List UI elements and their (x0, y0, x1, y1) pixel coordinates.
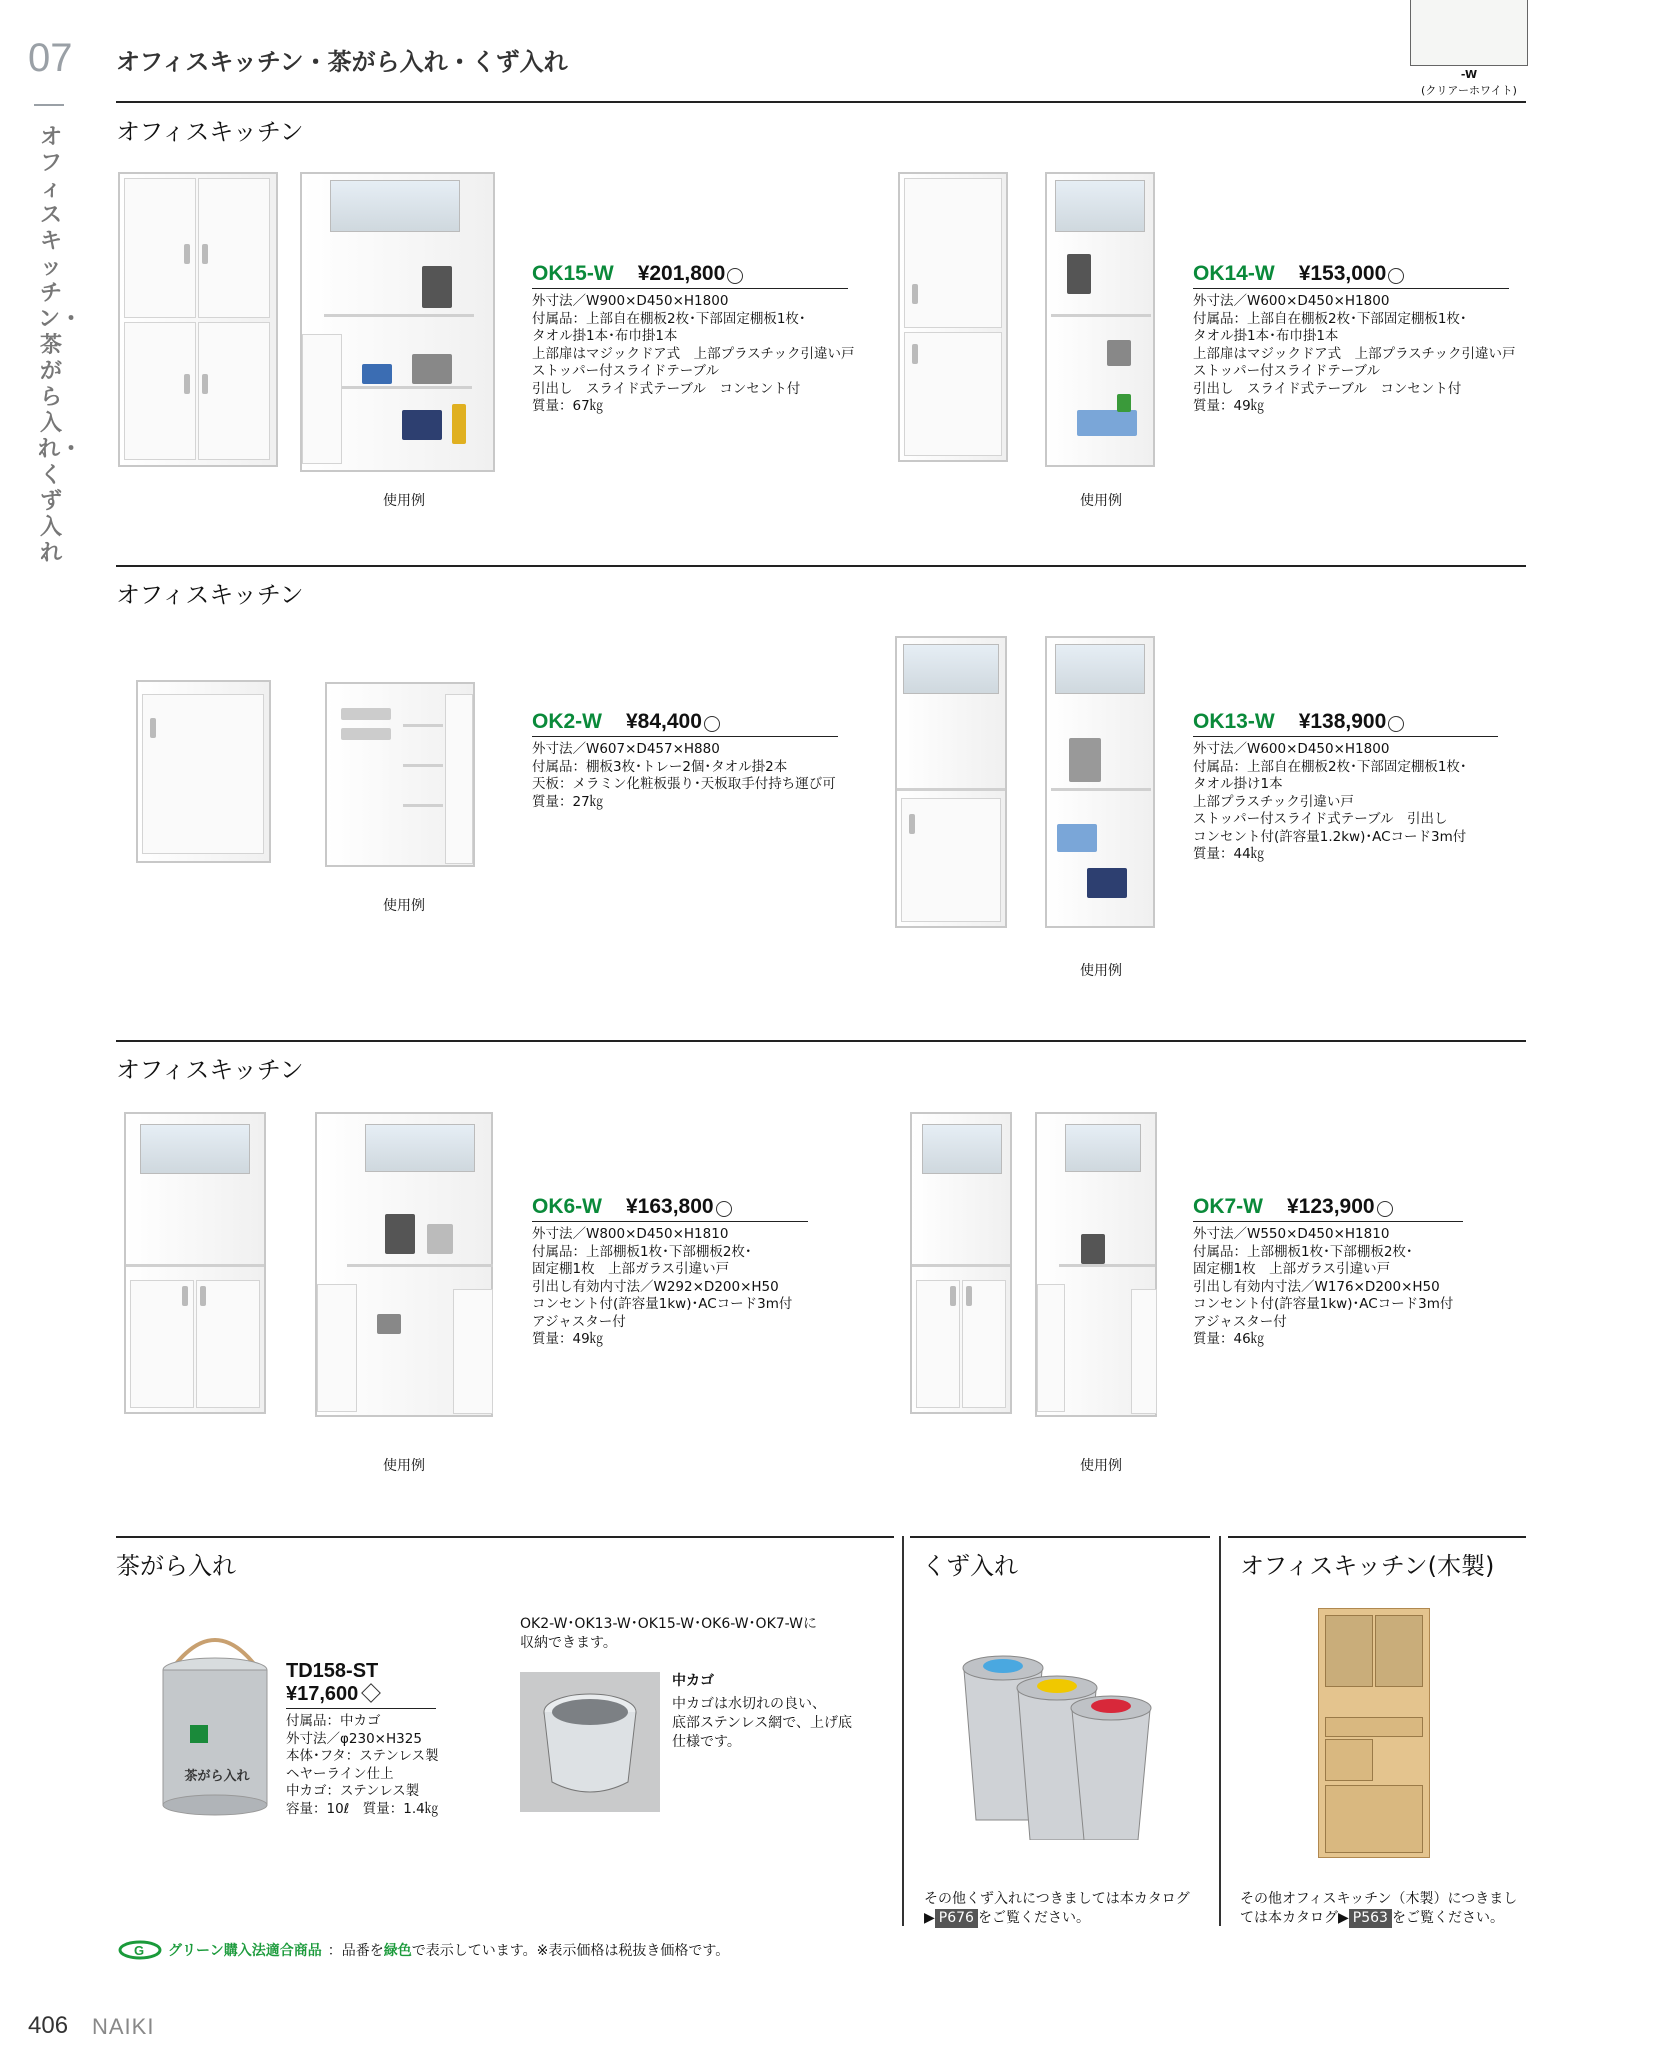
ok7-open-image (1035, 1112, 1157, 1417)
spec-line: 外寸法／W550×D450×H1810 (1193, 1226, 1390, 1242)
color-swatch (1410, 0, 1528, 66)
ok6-code: OK6-W (532, 1195, 602, 1218)
section-title: 茶がら入れ (116, 1552, 236, 1580)
spec-line: 引出し スライド式テーブル コンセント付 (532, 380, 801, 397)
swatch-code: -W (1460, 68, 1478, 81)
ok7-code: OK7-W (1193, 1195, 1263, 1218)
spec-line: コンセント付(許容量1kw)･ACコード3m付 (1193, 1296, 1454, 1312)
wood-reference-note: その他オフィスキッチン（木製）につきまし ては本カタログ▶ P563 をご覧ください。 (1240, 1891, 1518, 1926)
wooden-kitchen-image (1318, 1608, 1430, 1858)
ok13-specs (1193, 741, 1498, 864)
brand-name: NAIKI (92, 2014, 155, 2039)
ok14-info (1193, 262, 1516, 416)
ok15-price: ¥201,800 (637, 262, 726, 285)
ok6-open-image (315, 1112, 493, 1417)
spec-line: 外寸法／W600×D450×H1800 (1193, 293, 1390, 309)
section-title: オフィスキッチン (116, 118, 304, 146)
td158-code: TD158-ST (286, 1660, 379, 1682)
spec-line: 付属品：上部自在棚板2枚･下部固定棚板1枚･ (1193, 310, 1467, 327)
swatch-name: (クリアーホワイト) (1421, 84, 1517, 97)
ok15-code: OK15-W (532, 262, 614, 285)
spec-line: 付属品：中カゴ (286, 1713, 381, 1729)
spec-line: 容量：10ℓ 質量：1.4㎏ (286, 1800, 439, 1817)
spec-line: ストッパー付スライドテーブル (1193, 363, 1380, 379)
stock-mark-icon (1377, 1201, 1393, 1217)
spec-line: 引出し有効内寸法／W292×D200×H50 (532, 1278, 779, 1295)
ok13-open-image (1045, 636, 1155, 928)
spec-line: 外寸法／W900×D450×H1800 (532, 293, 729, 309)
ok13-code: OK13-W (1193, 710, 1275, 733)
section-rule (116, 565, 1526, 567)
spec-line: ヘヤーライン仕上 (286, 1765, 394, 1782)
ok13-closed-image (895, 636, 1007, 928)
spec-line: タオル掛1本･布巾掛1本 (1193, 328, 1339, 344)
spec-line: ストッパー付スライドテーブル (532, 363, 719, 379)
ok14-open-image (1045, 172, 1155, 467)
inner-basket-image (520, 1672, 660, 1812)
stock-mark-icon (727, 268, 743, 284)
ok14-code: OK14-W (1193, 262, 1275, 285)
spec-line: コンセント付(許容量1kw)･ACコード3m付 (532, 1296, 793, 1312)
ok15-info (532, 262, 855, 416)
spec-line: 質量：49㎏ (532, 1331, 604, 1347)
ok13-usage-caption: 使用例 (1080, 963, 1122, 979)
spec-line: 中カゴ：ステンレス製 (286, 1783, 420, 1799)
spec-line: 付属品：上部自在棚板2枚･下部固定棚板1枚･ (532, 310, 806, 327)
chapter-number: 07 (28, 36, 73, 80)
section-rule (910, 1536, 1210, 1538)
inner-basket-title: 中カゴ (672, 1673, 714, 1689)
stock-mark-icon (716, 1201, 732, 1217)
section-title: オフィスキッチン(木製) (1240, 1552, 1495, 1580)
stock-mark-icon (1388, 716, 1404, 732)
ok7-usage-caption: 使用例 (1080, 1458, 1122, 1474)
trash-reference-note: その他くず入れにつきましては本カタログ ▶ P676 をご覧ください。 (924, 1891, 1190, 1926)
ok6-info (532, 1195, 808, 1349)
svg-text:G: G (134, 1943, 145, 1958)
spec-line: 質量：49㎏ (1193, 398, 1265, 414)
ok13-price: ¥138,900 (1298, 710, 1387, 733)
spec-line: コンセント付(許容量1.2kw)･ACコード3m付 (1193, 828, 1467, 845)
ok15-closed-image (118, 172, 278, 467)
side-chapter-title: オフィスキッチン・茶がら入れ・くず入れ (38, 125, 83, 566)
section-rule (116, 1040, 1526, 1042)
spec-line: 引出し スライド式テーブル コンセント付 (1193, 380, 1462, 397)
spec-line: 天板：メラミン化粧板張り･天板取手付持ち運び可 (532, 776, 836, 792)
spec-line: タオル掛1本･布巾掛1本 (532, 328, 678, 344)
ok2-closed-image (136, 680, 271, 863)
spec-line: 外寸法／φ230×H325 (286, 1730, 422, 1747)
ok15-usage-caption: 使用例 (383, 493, 425, 509)
spec-line: 質量：44㎏ (1193, 846, 1265, 862)
ok6-closed-image (124, 1112, 266, 1414)
trash-page-link[interactable]: P676 (935, 1909, 978, 1928)
spec-line: 引出し有効内寸法／W176×D200×H50 (1193, 1278, 1440, 1295)
ok13-info (1193, 710, 1498, 864)
ok7-specs (1193, 1226, 1463, 1349)
tea-can-svg (155, 1625, 275, 1820)
ok15-open-image (300, 172, 495, 472)
ok15-specs (532, 293, 855, 416)
ok6-name-row (532, 1195, 808, 1222)
section-title: オフィスキッチン (116, 581, 304, 609)
spec-line: 本体･フタ：ステンレス製 (286, 1748, 439, 1764)
trash-bins-image (960, 1640, 1170, 1840)
ok14-price: ¥153,000 (1298, 262, 1387, 285)
spec-line: 付属品：上部棚板1枚･下部棚板2枚･ (532, 1243, 752, 1260)
spec-line: 上部扉はマジックドア式 上部プラスチック引違い戸 (532, 345, 855, 362)
ok2-usage-caption: 使用例 (383, 898, 425, 914)
spec-line: 外寸法／W600×D450×H1800 (1193, 741, 1390, 757)
chapter-divider (34, 104, 64, 106)
ok6-specs (532, 1226, 808, 1349)
spec-line: 固定棚1枚 上部ガラス引違い戸 (1193, 1261, 1391, 1277)
ok7-price: ¥123,900 (1287, 1195, 1375, 1218)
ok7-name-row (1193, 1195, 1463, 1222)
ok6-usage-caption: 使用例 (383, 1458, 425, 1474)
spec-line: 外寸法／W607×D457×H880 (532, 741, 720, 757)
td158-price: ¥17,600 (286, 1683, 359, 1705)
ok14-name-row (1193, 262, 1509, 289)
spec-line: アジャスター付 (1193, 1313, 1287, 1330)
ok14-specs (1193, 293, 1516, 416)
tea-leaves-can-image (155, 1625, 275, 1820)
spec-line: アジャスター付 (532, 1313, 626, 1330)
ok14-usage-caption: 使用例 (1080, 493, 1122, 509)
ok2-price: ¥84,400 (626, 710, 702, 733)
ok2-name-row (532, 710, 838, 737)
ok7-closed-image (910, 1112, 1012, 1414)
spec-line: ストッパー付スライド式テーブル 引出し (1193, 811, 1448, 827)
spec-line: 質量：27㎏ (532, 793, 604, 810)
stock-mark-icon (1388, 268, 1404, 284)
green-purchase-note: G グリーン購入法適合商品 ：品番を緑色で表示しています。※表示価格は税抜き価格です。 (118, 1940, 729, 1960)
ok14-closed-image (898, 172, 1008, 462)
spec-line: 上部扉はマジックドア式 上部プラスチック引違い戸 (1193, 345, 1516, 362)
spec-line: 外寸法／W800×D450×H1810 (532, 1226, 729, 1242)
ok7-info (1193, 1195, 1463, 1349)
green-note-label: グリーン購入法適合商品 (168, 1943, 322, 1959)
ok2-info (532, 710, 838, 811)
green-mark-icon (118, 1940, 162, 1960)
spec-line: 質量：67㎏ (532, 398, 604, 414)
section-rule (116, 101, 1526, 103)
can-label: 茶がら入れ (184, 1769, 250, 1784)
td158-specs (286, 1713, 439, 1818)
td158-info (286, 1660, 439, 1818)
spec-line: 質量：46㎏ (1193, 1331, 1265, 1347)
section-title: くず入れ (922, 1552, 1018, 1580)
page-title: オフィスキッチン・茶がら入れ・くず入れ (116, 48, 568, 76)
spec-line: 付属品：上部自在棚板2枚･下部固定棚板1枚･ (1193, 758, 1467, 775)
spec-line: 付属品：棚板3枚･トレー2個･タオル掛2本 (532, 758, 788, 775)
spec-line: 上部プラスチック引違い戸 (1193, 793, 1354, 810)
ok13-name-row (1193, 710, 1498, 737)
spec-line: 付属品：上部棚板1枚･下部棚板2枚･ (1193, 1243, 1413, 1260)
section-rule (116, 1536, 894, 1538)
ok6-price: ¥163,800 (626, 1195, 714, 1218)
wood-page-link[interactable]: P563 (1349, 1909, 1392, 1928)
inner-basket-desc: 中カゴ 中カゴは水切れの良い、 底部ステンレス網で、上げ底 仕様です。 (672, 1673, 852, 1750)
section-title: オフィスキッチン (116, 1056, 304, 1084)
ok2-open-image (325, 682, 475, 867)
fit-note: OK2-W･OK13-W･OK15-W･OK6-W･OK7-Wに 収納できます。 (520, 1616, 817, 1651)
spec-line: タオル掛け1本 (1193, 776, 1283, 792)
section-rule (1228, 1536, 1526, 1538)
ok2-code: OK2-W (532, 710, 602, 733)
page-number: 406 (28, 2012, 69, 2039)
column-divider (1219, 1536, 1221, 1926)
stock-mark-icon (704, 716, 720, 732)
ok2-specs (532, 741, 838, 811)
diamond-mark-icon (361, 1683, 381, 1703)
spec-line: 固定棚1枚 上部ガラス引違い戸 (532, 1261, 730, 1277)
ok15-name-row (532, 262, 848, 289)
column-divider (902, 1536, 904, 1926)
